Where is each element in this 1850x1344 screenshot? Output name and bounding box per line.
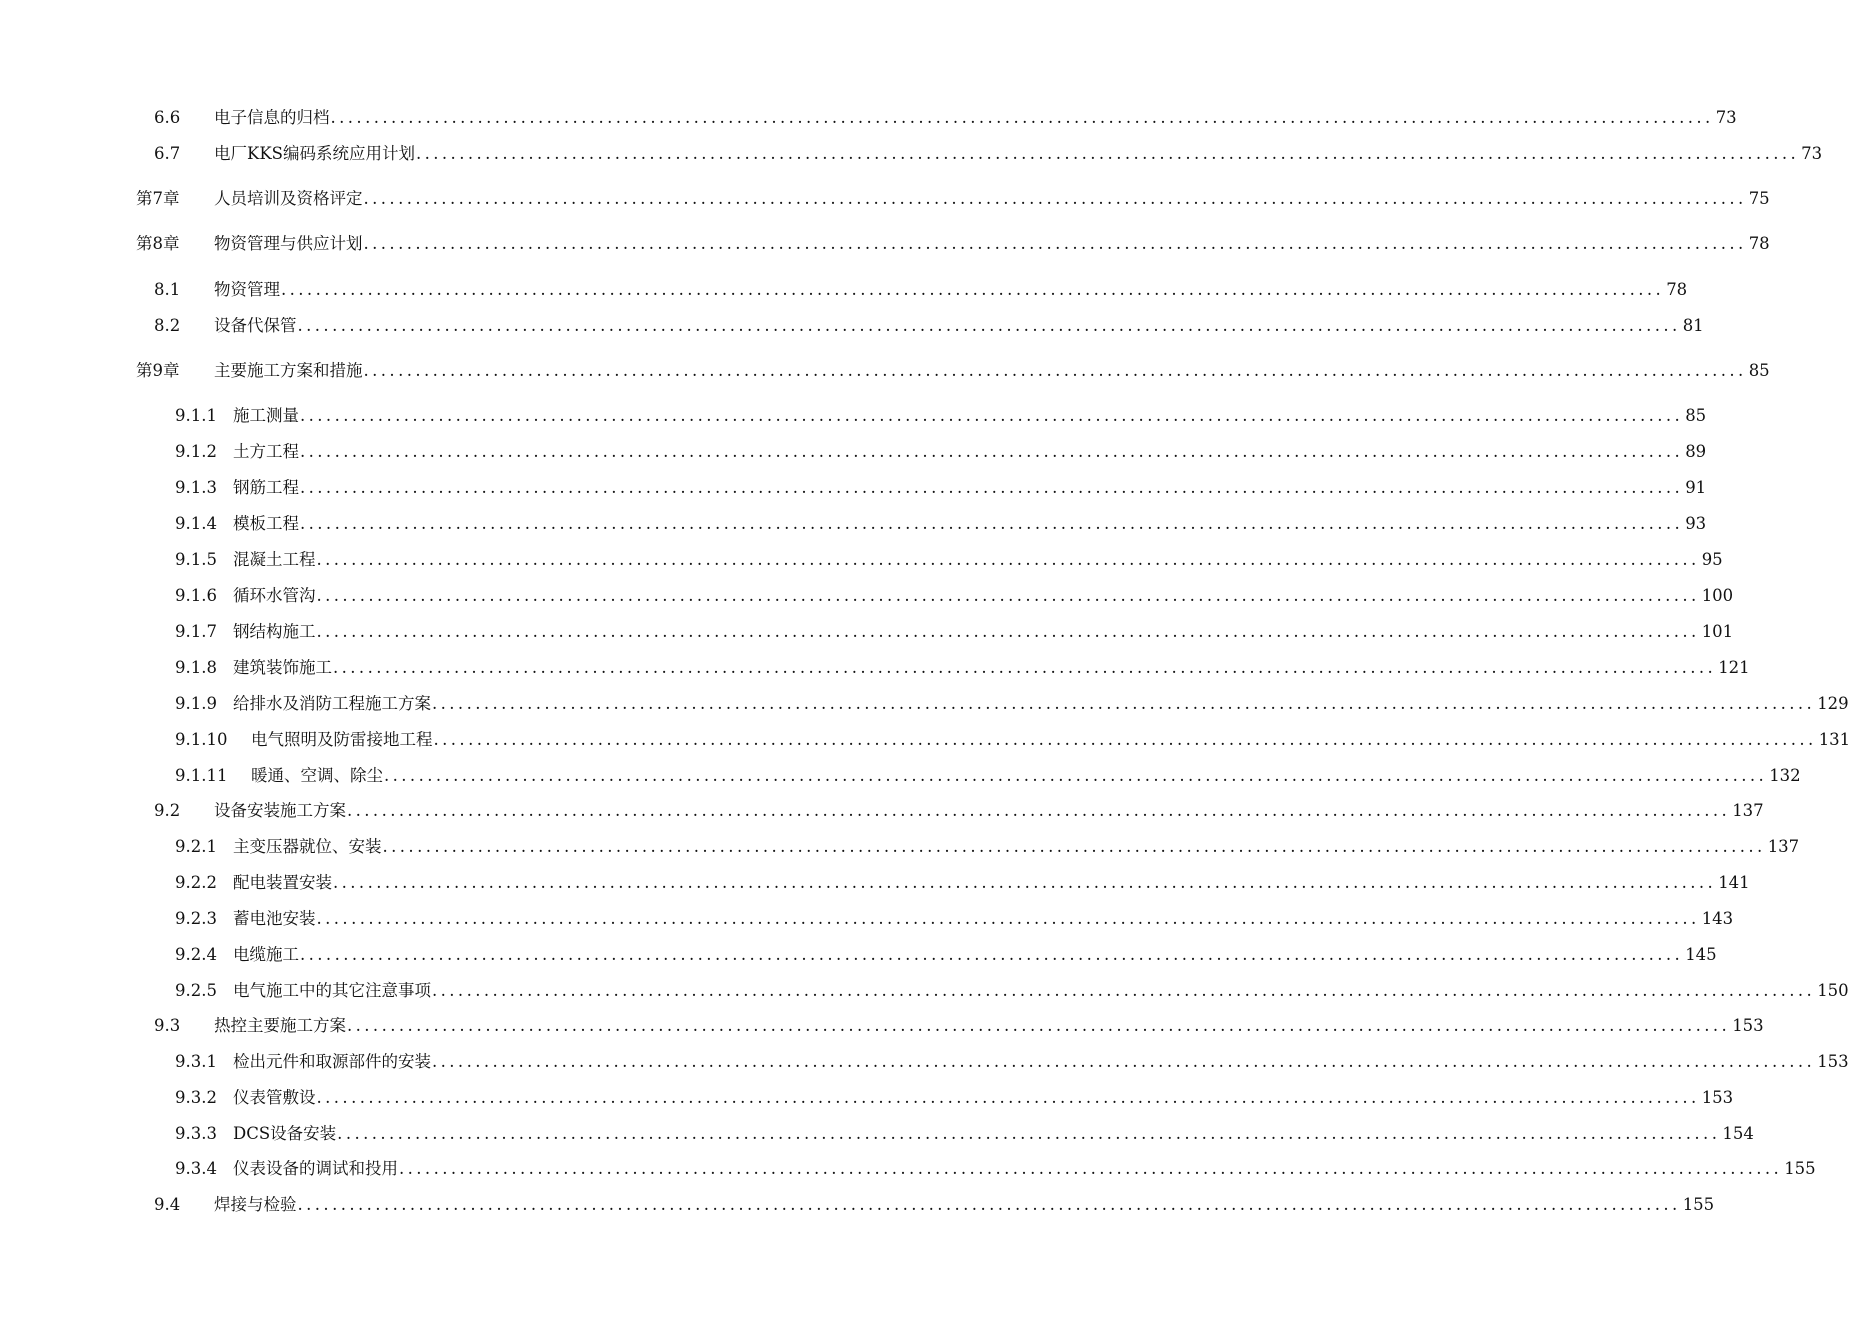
toc-page-number: 155 [1784, 1159, 1816, 1178]
toc-number: 9.2.3 [175, 909, 217, 928]
toc-title: 检出元件和取源部件的安装 [233, 1052, 431, 1071]
toc-leader-dots: ................................................................................................................................................................ [432, 981, 1816, 1000]
toc-leader-dots: ................................................................................................................................................................ [432, 694, 1816, 713]
toc-entry[interactable] [154, 142, 1823, 166]
toc-number: 9.1.8 [175, 658, 217, 677]
toc-entry[interactable] [175, 1122, 1754, 1146]
toc-entry[interactable] [154, 1193, 1715, 1217]
toc-number: 第7章 [136, 189, 180, 208]
toc-title: 设备代保管 [214, 316, 297, 335]
toc-leader-dots: ................................................................................................................................................................ [433, 730, 1817, 749]
toc-page-number: 132 [1769, 766, 1801, 785]
toc-number: 9.3.2 [175, 1088, 217, 1107]
toc-leader-dots: ................................................................................................................................................................ [384, 766, 1768, 785]
toc-page-number: 141 [1718, 873, 1750, 892]
toc-title: 物资管理与供应计划 [214, 234, 363, 253]
toc-entry[interactable] [175, 871, 1750, 895]
toc-page-number: 121 [1718, 658, 1750, 677]
toc-title: 主要施工方案和措施 [214, 361, 363, 380]
toc-page-number: 81 [1682, 316, 1704, 335]
toc-entry[interactable] [136, 187, 1770, 211]
toc-leader-dots: ................................................................................................................................................................ [432, 1052, 1816, 1071]
toc-leader-dots: ................................................................................................................................................................ [300, 478, 1684, 497]
toc-number: 9.1.3 [175, 478, 217, 497]
toc-page-number: 131 [1818, 730, 1850, 749]
toc-page-number: 143 [1701, 909, 1734, 928]
toc-leader-dots: ................................................................................................................................................................ [347, 1016, 1731, 1035]
toc-number: 9.2 [154, 801, 181, 820]
toc-number: 9.2.2 [175, 873, 217, 892]
toc-leader-dots: ................................................................................................................................................................ [337, 1124, 1721, 1143]
toc-number: 9.1.2 [175, 442, 217, 461]
toc-page-number: 153 [1732, 1016, 1764, 1035]
toc-title: 主变压器就位、安装 [233, 837, 382, 856]
toc-entry[interactable] [175, 728, 1850, 752]
toc-page-number: 85 [1748, 361, 1770, 380]
toc-entry[interactable] [175, 692, 1849, 716]
toc-number: 9.1.11 [175, 766, 228, 785]
toc-page-number: 95 [1701, 550, 1723, 569]
toc-title: 设备安装施工方案 [214, 801, 346, 820]
toc-page-number: 78 [1748, 234, 1770, 253]
toc-leader-dots: ................................................................................................................................................................ [382, 837, 1766, 856]
toc-title: 焊接与检验 [214, 1195, 297, 1214]
toc-number: 9.4 [154, 1195, 181, 1214]
toc-entry[interactable] [175, 512, 1707, 536]
toc-number: 9.3.4 [175, 1159, 217, 1178]
toc-title: 蓄电池安装 [233, 909, 316, 928]
toc-title: 仪表设备的调试和投用 [233, 1159, 398, 1178]
toc-number: 6.7 [154, 144, 181, 163]
toc-page-number: 78 [1666, 280, 1688, 299]
toc-leader-dots: ................................................................................................................................................................ [330, 108, 1714, 127]
toc-title: 钢筋工程 [233, 478, 299, 497]
toc-number: 第8章 [136, 234, 180, 253]
toc-entry[interactable] [175, 440, 1707, 464]
toc-leader-dots: ................................................................................................................................................................ [316, 586, 1700, 605]
toc-page-number: 153 [1817, 1052, 1849, 1071]
toc-entry[interactable] [154, 106, 1737, 130]
toc-number: 9.1.5 [175, 550, 217, 569]
toc-number: 9.2.5 [175, 981, 217, 1000]
toc-leader-dots: ................................................................................................................................................................ [415, 144, 1800, 163]
toc-title: 土方工程 [233, 442, 299, 461]
toc-leader-dots: ................................................................................................................................................................ [363, 189, 1747, 208]
toc-leader-dots: ................................................................................................................................................................ [300, 442, 1684, 461]
toc-entry[interactable] [175, 907, 1734, 931]
toc-page-number: 101 [1701, 622, 1734, 641]
toc-leader-dots: ................................................................................................................................................................ [333, 658, 1717, 677]
toc-page-number: 85 [1685, 406, 1707, 425]
toc-title: 物资管理 [214, 280, 280, 299]
toc-page-number: 155 [1682, 1195, 1715, 1214]
toc-page-number: 73 [1801, 144, 1823, 163]
toc-title: DCS设备安装 [233, 1124, 337, 1143]
toc-entry[interactable] [175, 1086, 1734, 1110]
toc-entry[interactable] [175, 979, 1849, 1003]
toc-leader-dots: ................................................................................................................................................................ [297, 1195, 1681, 1214]
toc-number: 第9章 [136, 361, 180, 380]
toc-leader-dots: ................................................................................................................................................................ [333, 873, 1717, 892]
toc-entry[interactable] [154, 799, 1764, 823]
toc-entry[interactable] [175, 584, 1734, 608]
toc-entry[interactable] [175, 548, 1723, 572]
toc-title: 循环水管沟 [233, 586, 316, 605]
toc-title: 模板工程 [233, 514, 299, 533]
toc-entry[interactable] [154, 314, 1704, 338]
toc-title: 混凝土工程 [233, 550, 316, 569]
toc-entry[interactable] [175, 620, 1734, 644]
toc-number: 9.1.4 [175, 514, 217, 533]
toc-number: 8.2 [154, 316, 181, 335]
toc-number: 6.6 [154, 108, 181, 127]
toc-leader-dots: ................................................................................................................................................................ [316, 1088, 1700, 1107]
toc-number: 9.1.1 [175, 406, 217, 425]
toc-entry[interactable] [175, 943, 1717, 967]
toc-page-number: 100 [1701, 586, 1734, 605]
toc-leader-dots: ................................................................................................................................................................ [297, 316, 1681, 335]
toc-title: 配电装置安装 [233, 873, 332, 892]
toc-number: 8.1 [154, 280, 181, 299]
toc-page-number: 93 [1685, 514, 1707, 533]
toc-title: 电缆施工 [233, 945, 299, 964]
toc-entry[interactable] [175, 764, 1801, 788]
toc-leader-dots: ................................................................................................................................................................ [300, 945, 1684, 964]
toc-title: 人员培训及资格评定 [214, 189, 363, 208]
toc-number: 9.3.1 [175, 1052, 217, 1071]
toc-title: 建筑装饰施工 [233, 658, 332, 677]
toc-number: 9.2.4 [175, 945, 217, 964]
toc-title: 钢结构施工 [233, 622, 316, 641]
toc-page-number: 145 [1685, 945, 1717, 964]
toc-entry[interactable] [175, 1157, 1816, 1181]
toc-page-number: 154 [1722, 1124, 1754, 1143]
toc-title: 电厂KKS编码系统应用计划 [214, 144, 415, 163]
toc-leader-dots: ................................................................................................................................................................ [300, 406, 1684, 425]
toc-entry[interactable] [136, 232, 1770, 256]
toc-entry[interactable] [175, 404, 1707, 428]
toc-leader-dots: ................................................................................................................................................................ [347, 801, 1731, 820]
toc-number: 9.3.3 [175, 1124, 217, 1143]
toc-entry[interactable] [154, 278, 1688, 302]
toc-leader-dots: ................................................................................................................................................................ [300, 514, 1684, 533]
toc-leader-dots: ................................................................................................................................................................ [316, 909, 1700, 928]
toc-leader-dots: ................................................................................................................................................................ [316, 550, 1700, 569]
toc-page-number: 73 [1715, 108, 1737, 127]
toc-number: 9.1.9 [175, 694, 217, 713]
toc-page-number: 150 [1817, 981, 1849, 1000]
toc-entry[interactable] [175, 835, 1800, 859]
toc-number: 9.1.7 [175, 622, 217, 641]
toc-leader-dots: ................................................................................................................................................................ [316, 622, 1700, 641]
toc-page-number: 75 [1748, 189, 1770, 208]
toc-page-number: 129 [1817, 694, 1849, 713]
toc-leader-dots: ................................................................................................................................................................ [363, 234, 1747, 253]
toc-leader-dots: ................................................................................................................................................................ [399, 1159, 1783, 1178]
toc-title: 给排水及消防工程施工方案 [233, 694, 431, 713]
toc-entry[interactable] [175, 656, 1750, 680]
toc-page-number: 91 [1685, 478, 1707, 497]
toc-entry[interactable] [175, 476, 1707, 500]
toc-number: 9.2.1 [175, 837, 217, 856]
toc-title: 暖通、空调、除尘 [251, 766, 383, 785]
toc-entry[interactable] [154, 1014, 1764, 1038]
toc-title: 仪表管敷设 [233, 1088, 316, 1107]
toc-number: 9.1.10 [175, 730, 228, 749]
toc-page-number: 89 [1685, 442, 1707, 461]
toc-entry[interactable] [136, 359, 1770, 383]
toc-page-number: 137 [1767, 837, 1800, 856]
toc-leader-dots: ................................................................................................................................................................ [363, 361, 1747, 380]
toc-page-number: 153 [1701, 1088, 1734, 1107]
toc-number: 9.3 [154, 1016, 181, 1035]
toc-title: 电气施工中的其它注意事项 [233, 981, 431, 1000]
toc-title: 电气照明及防雷接地工程 [251, 730, 433, 749]
toc-leader-dots: ................................................................................................................................................................ [281, 280, 1665, 299]
toc-title: 电子信息的归档 [214, 108, 330, 127]
toc-number: 9.1.6 [175, 586, 217, 605]
toc-title: 施工测量 [233, 406, 299, 425]
toc-title: 热控主要施工方案 [214, 1016, 346, 1035]
toc-page-number: 137 [1732, 801, 1764, 820]
toc-entry[interactable] [175, 1050, 1849, 1074]
